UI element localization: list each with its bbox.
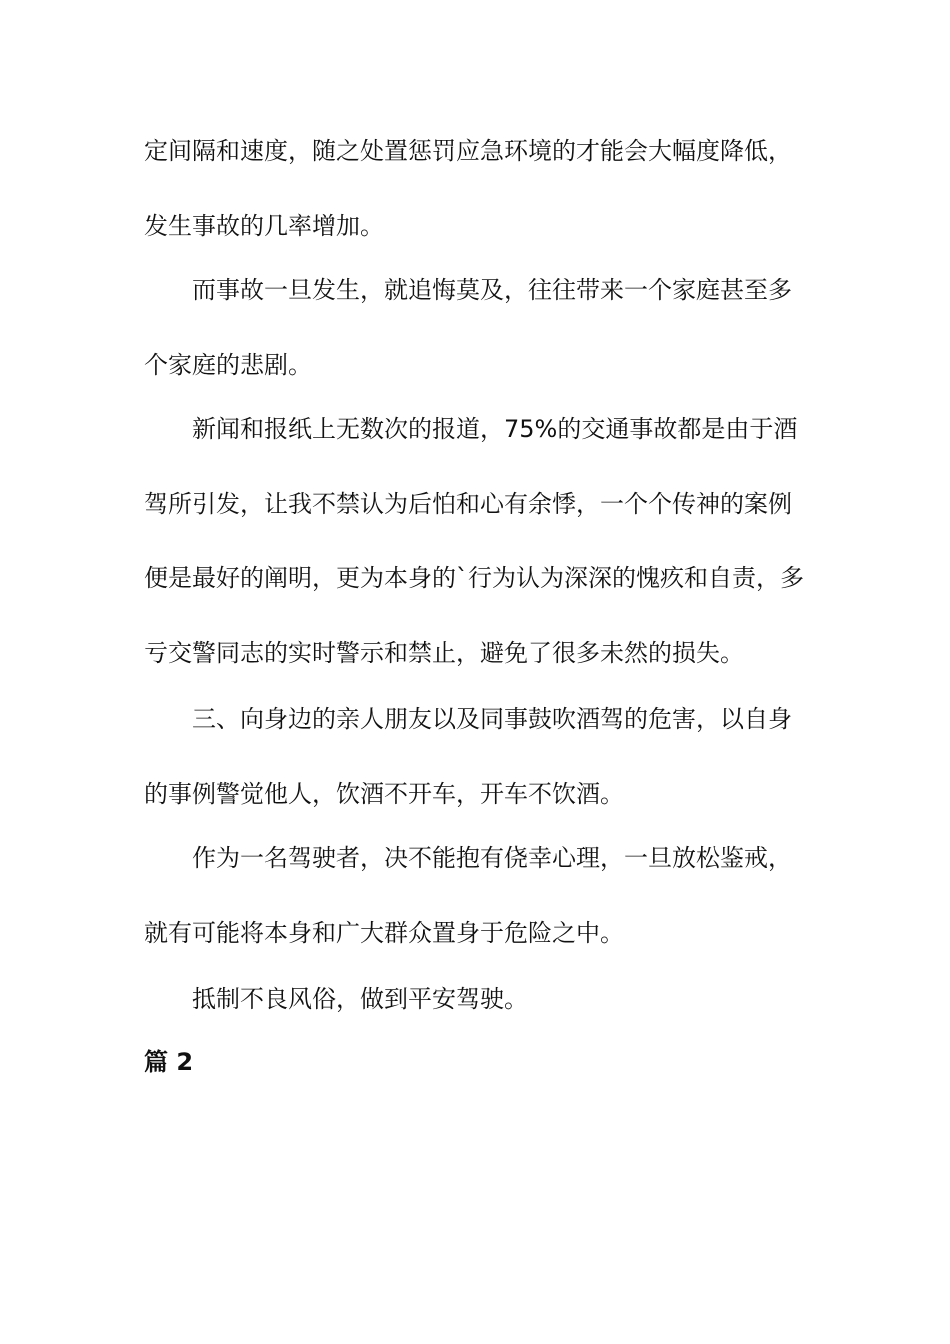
paragraph-line: 的事例警觉他人，饮酒不开车，开车不饮酒。	[144, 780, 624, 808]
paragraph-line: 个家庭的悲剧。	[144, 351, 312, 379]
paragraph-line: 作为一名驾驶者，决不能抱有侥幸心理，一旦放松鉴戒，	[192, 844, 792, 872]
paragraph-line: 三、向身边的亲人朋友以及同事鼓吹酒驾的危害，以自身	[192, 705, 792, 733]
paragraph-line: 驾所引发，让我不禁认为后怕和心有余悸，一个个传神的案例	[144, 490, 792, 518]
paragraph-line: 而事故一旦发生，就追悔莫及，往往带来一个家庭甚至多	[192, 276, 792, 304]
paragraph-line: 发生事故的几率增加。	[144, 212, 384, 240]
section-heading: 篇 2	[144, 1048, 194, 1076]
paragraph-line: 抵制不良风俗，做到平安驾驶。	[192, 985, 528, 1013]
paragraph-line: 新闻和报纸上无数次的报道，75%的交通事故都是由于酒	[192, 415, 798, 443]
paragraph-line: 便是最好的阐明，更为本身的`行为认为深深的愧疚和自责，多	[144, 564, 804, 592]
paragraph-line: 定间隔和速度，随之处置惩罚应急环境的才能会大幅度降低，	[144, 137, 792, 165]
paragraph-line: 亏交警同志的实时警示和禁止，避免了很多未然的损失。	[144, 639, 744, 667]
paragraph-line: 就有可能将本身和广大群众置身于危险之中。	[144, 919, 624, 947]
